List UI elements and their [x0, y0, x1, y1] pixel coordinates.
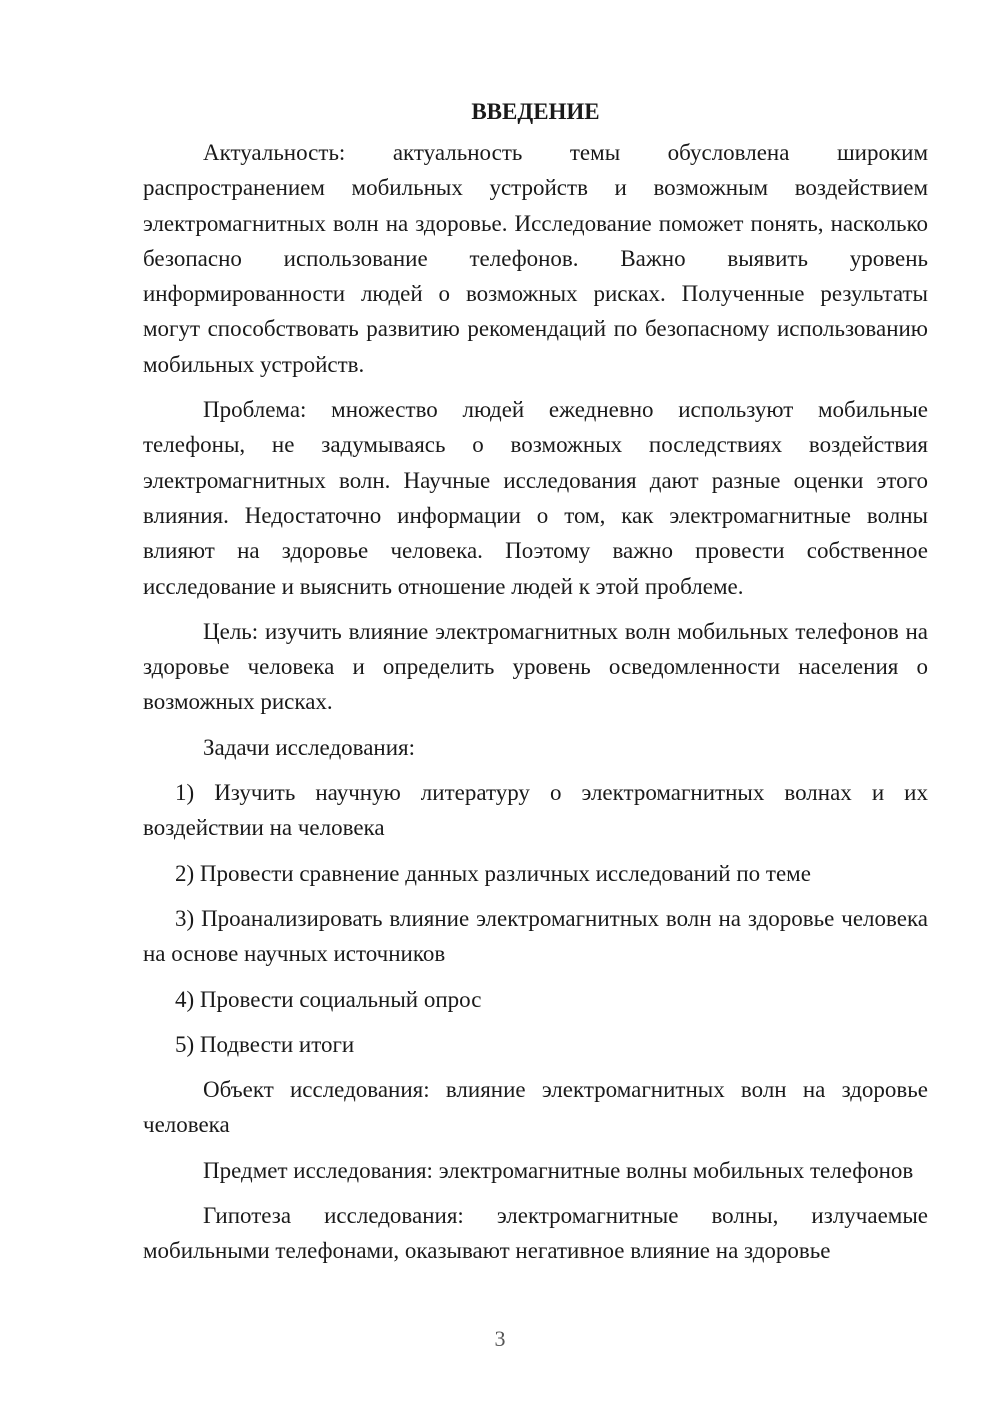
list-item: 5) Подвести итоги — [175, 1031, 355, 1057]
subject-paragraph: Предмет исследования: электромагнитные волны мобильных телефонов — [203, 1157, 914, 1183]
page-title: ВВЕДЕНИЕ — [471, 99, 600, 124]
list-item: 1) Изучить научную литературу о электромагнитных волнах и их воздействии на человека — [143, 780, 928, 841]
goal-paragraph: Цель: изучить влияние электромагнитных волн мобильных телефонов на здоровье человека и определить уровень осведомленности населения о возможных рисках. — [143, 618, 928, 715]
tasks-list — [143, 775, 928, 1062]
list-item: 2) Провести сравнение данных различных исследований по теме — [175, 860, 811, 886]
list-item: 3) Проанализировать влияние электромагнитных волн на здоровье человека на основе научных источников — [143, 905, 928, 967]
problem-paragraph: Проблема: множество людей ежедневно используют мобильные телефоны, не задумываясь о возможных последствиях воздействия электромагнитных волн. Научные исследования дают разные оценки этого влияния. Недостаточно информации о том, как электромагнитные волны влияют на здоровье человека. Поэтому важно провести собственное исследование и выяснить отношение людей к этой проблеме. — [143, 397, 928, 599]
object-paragraph: Объект исследования: влияние электромагнитных волн на здоровье человека — [143, 1077, 928, 1138]
hypothesis-paragraph: Гипотеза исследования: электромагнитные волны, излучаемые мобильными телефонами, оказывают негативное влияние на здоровье — [143, 1203, 928, 1264]
tasks-heading: Задачи исследования: — [203, 734, 416, 760]
relevance-paragraph: Актуальность: актуальность темы обусловлена широким распространением мобильных устройств и возможным воздействием электромагнитных волн на здоровье. Исследование поможет понять, насколько безопасно использование телефонов. Важно выявить уровень информированности людей о возможных рисках. Полученные результаты могут способствовать развитию рекомендаций по безопасному использованию мобильных устройств. — [143, 140, 928, 377]
list-item: 4) Провести социальный опрос — [175, 986, 482, 1012]
page-number: 3 — [494, 1326, 506, 1351]
document-body — [143, 94, 928, 1279]
